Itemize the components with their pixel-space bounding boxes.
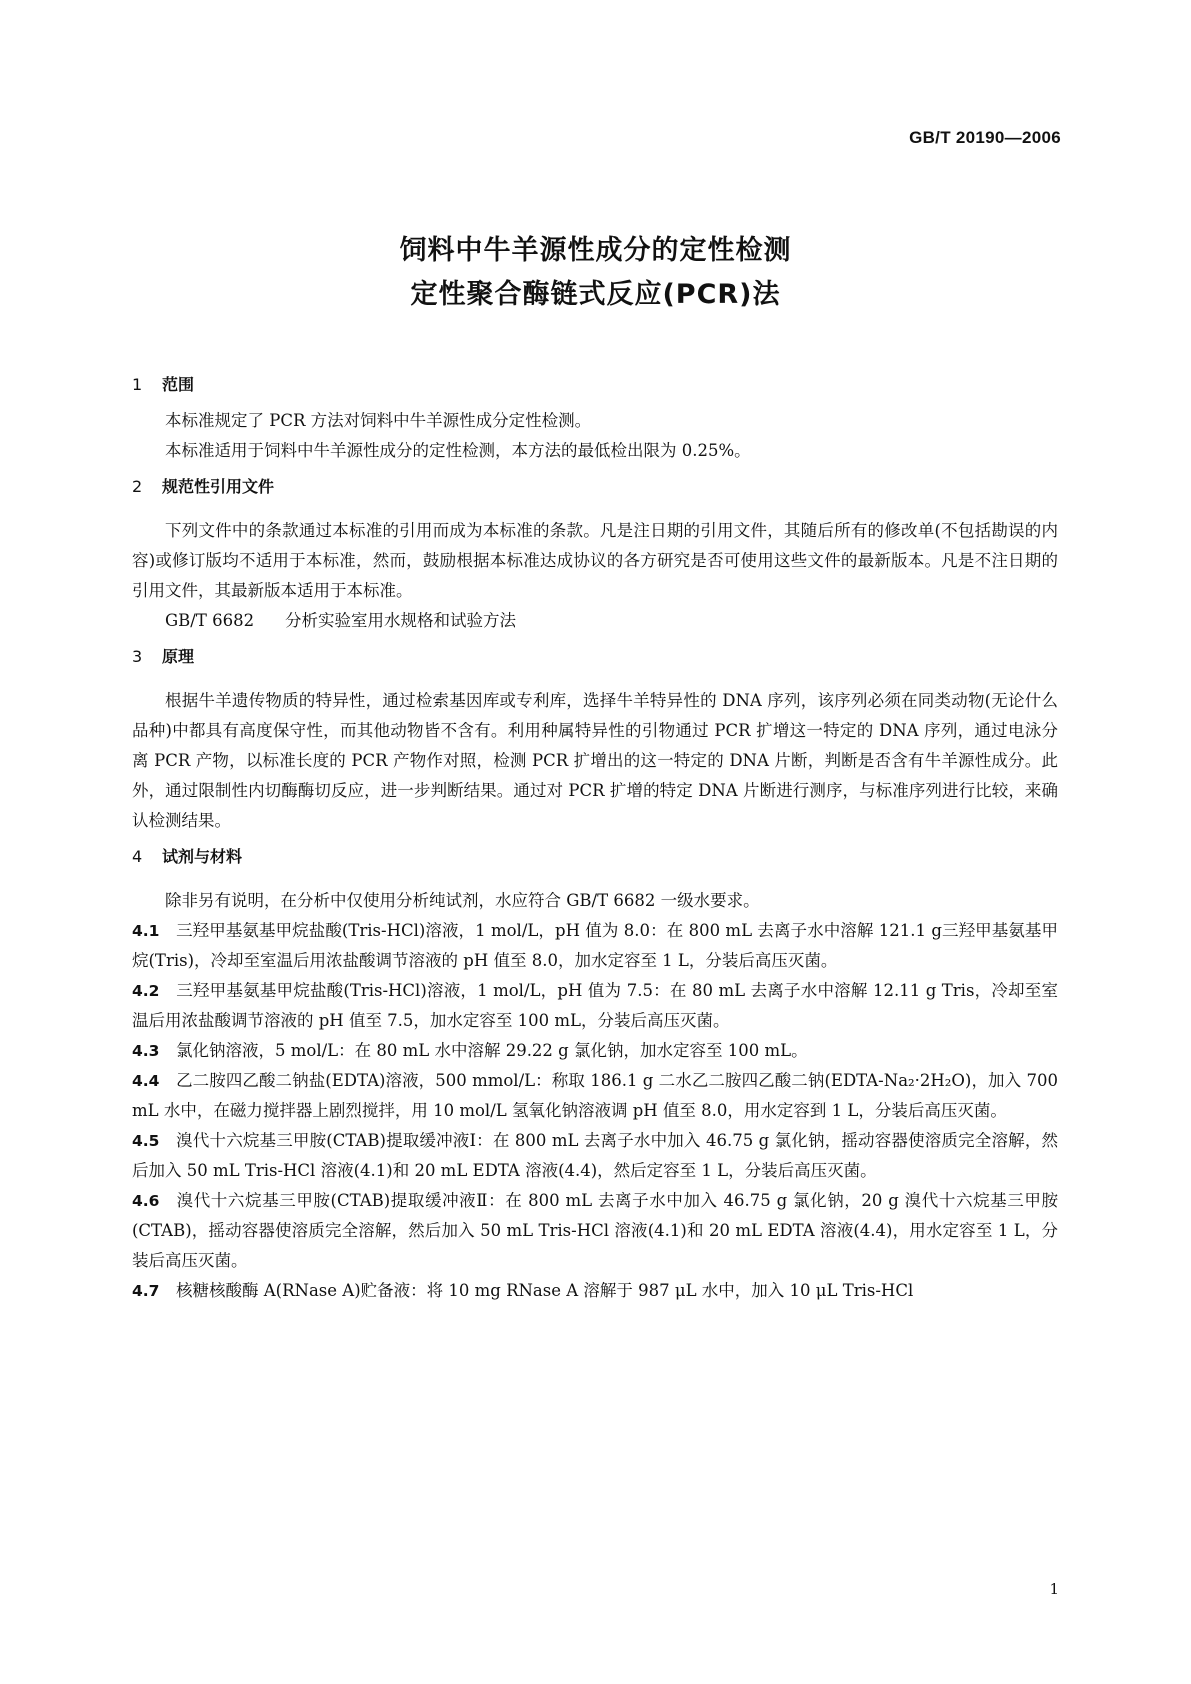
section-title: 原理 [162,647,195,666]
list-item [132,1036,1058,1066]
paragraph: 根据牛羊遗传物质的特异性，通过检索基因库或专利库，选择牛羊特异性的 DNA 序列，该序列必须在同类动物(无论什么品种)中都具有高度保守性，而其他动物皆不含有。利用种属特异性的引物通过 PCR 扩增这一特定的 DNA 序列，通过电泳分离 PCR 产物，以标准长度的 PCR 产物作对照，检测 PCR 扩增出的这一特定的 DNA 片断，判断是否含有牛羊源性成分。此外，通过限制性内切酶酶切反应，进一步判断结果。通过对 PCR 扩增的特定 DNA 片断进行测序，与标准序列进行比较，来确认检测结果。 [132,691,1058,830]
section-heading-principle [132,644,1058,670]
section-title: 规范性引用文件 [162,477,275,496]
list-item [132,1186,1058,1276]
item-number: 4.3 [132,1042,160,1060]
paragraph: 本标准规定了 PCR 方法对饲料中牛羊源性成分定性检测。 [165,411,592,430]
section-number: 3 [132,647,143,666]
item-number: 4.4 [132,1072,160,1090]
section-number: 1 [132,375,143,394]
item-number: 4.5 [132,1132,160,1150]
document-body [132,372,1058,1306]
list-item [132,916,1058,976]
item-text: 溴代十六烷基三甲胺(CTAB)提取缓冲液Ⅱ：在 800 mL 去离子水中加入 46.75 g 氯化钠，20 g 溴代十六烷基三甲胺(CTAB)，摇动容器使溶质完全溶解，然后加入 50 mL Tris-HCl 溶液(4.1)和 20 mL EDTA 溶液(4.4)，用水定容至 1 L，分装后高压灭菌。 [132,1191,1058,1270]
paragraph: 除非另有说明，在分析中仅使用分析纯试剂，水应符合 GB/T 6682 一级水要求。 [165,891,760,910]
paragraph: 下列文件中的条款通过本标准的引用而成为本标准的条款。凡是注日期的引用文件，其随后所有的修改单(不包括勘误的内容)或修订版均不适用于本标准，然而，鼓励根据本标准达成协议的各方研究是否可使用这些文件的最新版本。凡是不注日期的引用文件，其最新版本适用于本标准。 [132,521,1058,600]
section-heading-reagents [132,844,1058,870]
document-title: 饲料中牛羊源性成分的定性检测 [399,235,792,266]
reference-code: GB/T 6682 [165,611,255,630]
item-number: 4.6 [132,1192,160,1210]
section-heading-normative-references [132,474,1058,500]
section-number: 4 [132,847,143,866]
item-text: 溴代十六烷基三甲胺(CTAB)提取缓冲液Ⅰ：在 800 mL 去离子水中加入 46.75 g 氯化钠，摇动容器使溶质完全溶解，然后加入 50 mL Tris-HCl 溶液(4.1)和 20 mL EDTA 溶液(4.4)，然后定容至 1 L，分装后高压灭菌。 [132,1131,1058,1180]
reference-title: 分析实验室用水规格和试验方法 [285,611,516,630]
item-number: 4.7 [132,1282,160,1300]
item-text: 氯化钠溶液，5 mol/L：在 80 mL 水中溶解 29.22 g 氯化钠，加水定容至 100 mL。 [176,1041,808,1060]
item-number: 4.1 [132,922,160,940]
item-number: 4.2 [132,982,160,1000]
page-number: 1 [1049,1580,1059,1598]
section-title: 试剂与材料 [162,847,243,866]
list-item [132,976,1058,1036]
section-title: 范围 [162,375,195,394]
standard-number: GB/T 20190—2006 [909,128,1061,147]
paragraph: 本标准适用于饲料中牛羊源性成分的定性检测，本方法的最低检出限为 0.25%。 [165,441,751,460]
list-item [132,1276,1058,1306]
list-item [132,1126,1058,1186]
item-text: 三羟甲基氨基甲烷盐酸(Tris-HCl)溶液，1 mol/L，pH 值为 7.5：在 80 mL 去离子水中溶解 12.11 g Tris，冷却至室温后用浓盐酸调节溶液的 pH 值至 7.5，加水定容至 100 mL，分装后高压灭菌。 [132,981,1058,1030]
item-text: 乙二胺四乙酸二钠盐(EDTA)溶液，500 mmol/L：称取 186.1 g 二水乙二胺四乙酸二钠(EDTA-Na₂·2H₂O)，加入 700 mL 水中，在磁力搅拌器上剧烈搅拌，用 10 mol/L 氢氧化钠溶液调 pH 值至 8.0，用水定容到 1 L，分装后高压灭菌。 [132,1071,1058,1120]
document-subtitle: 定性聚合酶链式反应(PCR)法 [410,279,781,310]
item-text: 三羟甲基氨基甲烷盐酸(Tris-HCl)溶液，1 mol/L，pH 值为 8.0：在 800 mL 去离子水中溶解 121.1 g三羟甲基氨基甲烷(Tris)，冷却至室温后用浓盐酸调节溶液的 pH 值至 8.0，加水定容至 1 L，分装后高压灭菌。 [132,921,1058,970]
list-item [132,1066,1058,1126]
item-text: 核糖核酸酶 A(RNase A)贮备液：将 10 mg RNase A 溶解于 987 μL 水中，加入 10 μL Tris-HCl [176,1281,914,1300]
section-heading-scope [132,372,1058,398]
reference-entry [132,606,1058,636]
section-number: 2 [132,477,143,496]
